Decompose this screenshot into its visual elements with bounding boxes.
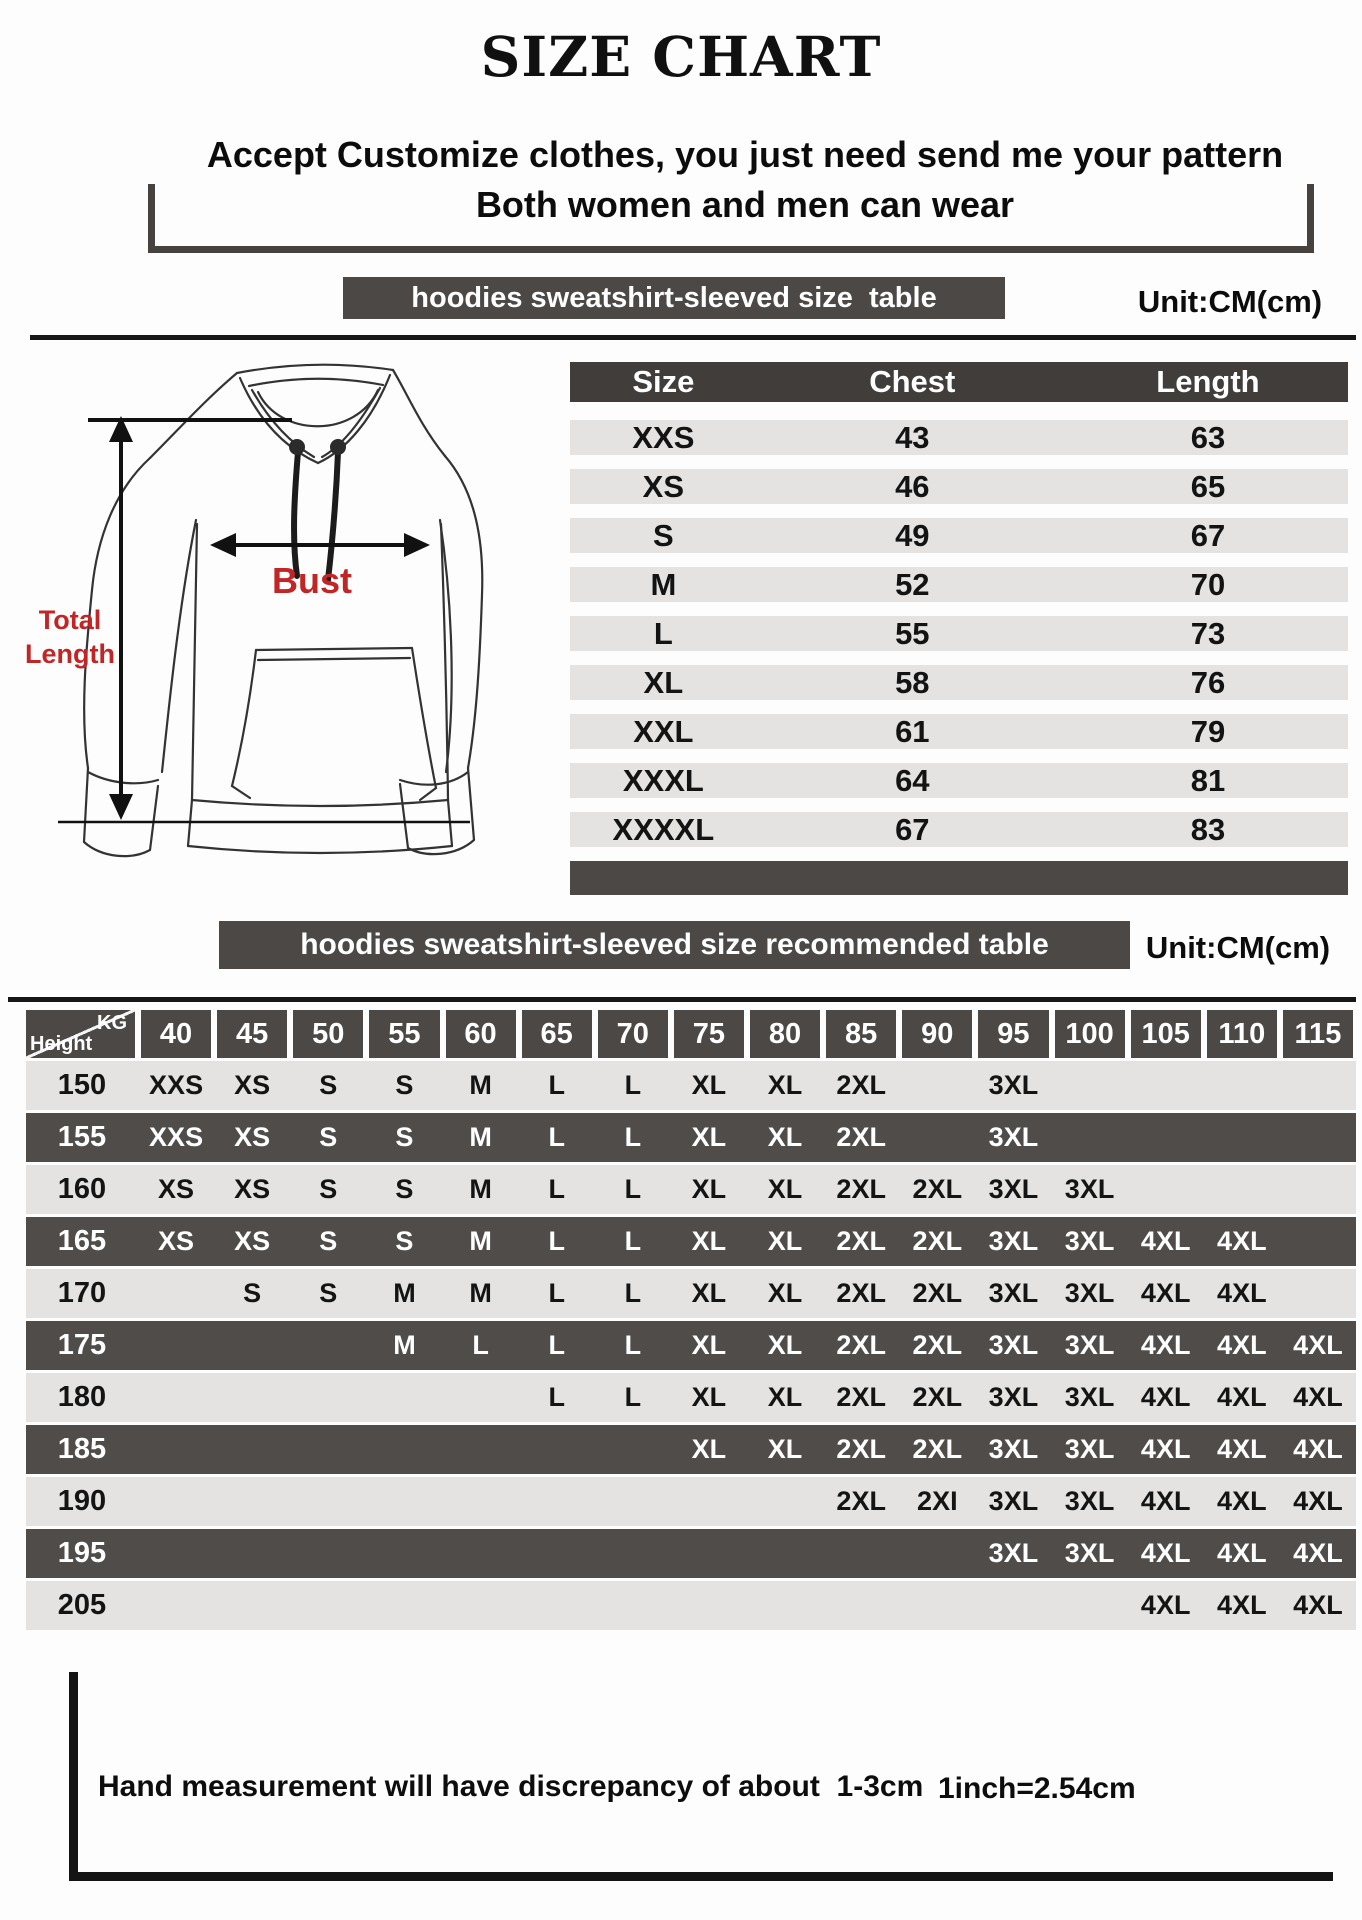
matrix-kg-column-header: 45 (217, 1010, 287, 1058)
matrix-row (26, 1581, 1356, 1630)
matrix-size-cell: 2XL (836, 1174, 886, 1204)
matrix-size-cell: 2XL (836, 1486, 886, 1516)
matrix-row (26, 1321, 1356, 1370)
matrix-kg-column-header: 85 (826, 1010, 896, 1058)
divider-line-middle (8, 997, 1356, 1002)
matrix-size-cell: XXS (149, 1122, 204, 1152)
size-table-row (570, 763, 1348, 798)
matrix-size-cell: XL (691, 1070, 727, 1100)
matrix-size-cell: 3XL (1064, 1226, 1115, 1256)
matrix-size-cell: XL (767, 1122, 803, 1152)
matrix-size-cell: M (469, 1174, 492, 1204)
matrix-height-label: 165 (57, 1225, 107, 1257)
matrix-height-label: 195 (57, 1537, 107, 1569)
footer-box-left-border (69, 1672, 78, 1881)
matrix-kg-column-header: 100 (1055, 1010, 1125, 1058)
matrix-size-cell: XL (691, 1278, 727, 1308)
matrix-size-cell (823, 1581, 899, 1630)
size-table-row (570, 812, 1348, 847)
matrix-size-cell: 4XL (1293, 1434, 1343, 1464)
matrix-height-label: 160 (57, 1173, 107, 1205)
matrix-size-cell (138, 1529, 214, 1578)
page-title: SIZE CHART (480, 24, 882, 89)
matrix-kg-column-header: 80 (750, 1010, 820, 1058)
size-table-column-header: Size (632, 364, 695, 399)
matrix-size-cell (1052, 1061, 1128, 1110)
matrix-size-cell: XS (158, 1226, 195, 1256)
matrix-size-cell: 4XL (1293, 1538, 1343, 1568)
matrix-size-cell (290, 1529, 366, 1578)
matrix-size-cell (138, 1373, 214, 1422)
matrix-height-label: 180 (57, 1381, 107, 1413)
matrix-size-cell (899, 1529, 975, 1578)
matrix-size-cell (975, 1581, 1051, 1630)
matrix-size-cell: 2XL (912, 1382, 963, 1412)
matrix-size-cell: XL (767, 1278, 803, 1308)
matrix-height-label: 175 (57, 1329, 107, 1361)
matrix-size-cell: S (243, 1278, 262, 1308)
size-table-cell: M (650, 567, 677, 602)
size-table-row (570, 420, 1348, 455)
size-table-cell: 46 (895, 469, 930, 504)
matrix-size-cell (595, 1477, 671, 1526)
matrix-kg-column-header: 115 (1283, 1010, 1353, 1058)
size-table-cell: S (653, 518, 674, 553)
size-table-cell: 61 (895, 714, 930, 749)
total-length-label: Total Length (25, 605, 115, 669)
matrix-size-cell: XL (691, 1330, 727, 1360)
size-table-cell: XXXL (622, 763, 704, 798)
size-table-cell: 49 (895, 518, 930, 553)
matrix-row (26, 1061, 1356, 1110)
matrix-kg-column-header: 95 (978, 1010, 1048, 1058)
matrix-size-cell: XL (691, 1174, 727, 1204)
size-table-cell: 67 (895, 812, 930, 847)
matrix-size-cell (290, 1425, 366, 1474)
matrix-size-cell: S (319, 1070, 338, 1100)
matrix-size-cell: XL (767, 1330, 803, 1360)
footer-box-bottom-border (69, 1872, 1333, 1881)
matrix-size-cell: 4XL (1140, 1226, 1191, 1256)
matrix-size-cell (519, 1581, 595, 1630)
matrix-height-label: 190 (57, 1485, 107, 1517)
matrix-size-cell (1280, 1113, 1356, 1162)
matrix-size-cell: 2XL (836, 1070, 886, 1100)
size-table-cell: 83 (1190, 812, 1226, 847)
matrix-size-cell: L (548, 1278, 565, 1308)
matrix-size-cell: L (624, 1330, 642, 1360)
matrix-size-cell (366, 1581, 442, 1630)
size-table-cell: 81 (1190, 763, 1226, 798)
matrix-size-cell (138, 1269, 214, 1318)
matrix-size-cell: 2XL (836, 1278, 886, 1308)
matrix-size-cell (1128, 1061, 1204, 1110)
inch-conversion-note: 1inch=2.54cm (938, 1772, 1136, 1805)
matrix-size-cell (595, 1425, 671, 1474)
matrix-size-cell: S (319, 1226, 338, 1256)
intro-line-2: Both women and men can wear (475, 184, 1015, 225)
matrix-size-cell (214, 1529, 290, 1578)
matrix-size-cell: 3XL (1064, 1434, 1115, 1464)
matrix-size-cell (595, 1581, 671, 1630)
matrix-size-cell (671, 1477, 747, 1526)
matrix-size-cell (443, 1373, 519, 1422)
matrix-size-cell (823, 1529, 899, 1578)
matrix-kg-column-header: 105 (1131, 1010, 1201, 1058)
size-table-column-header: Length (1156, 364, 1260, 399)
matrix-size-cell (519, 1529, 595, 1578)
matrix-size-cell: 3XL (988, 1226, 1039, 1256)
matrix-size-cell: 4XL (1140, 1382, 1191, 1412)
corner-height-label: Height (30, 1033, 93, 1055)
matrix-size-cell: 3XL (1064, 1382, 1115, 1412)
matrix-size-cell: M (469, 1226, 492, 1256)
matrix-size-cell: 2XL (836, 1382, 886, 1412)
matrix-kg-column-header: 55 (369, 1010, 439, 1058)
matrix-size-cell: XL (767, 1174, 803, 1204)
matrix-size-cell: XL (691, 1122, 727, 1152)
matrix-size-cell: 4XL (1217, 1382, 1267, 1412)
matrix-row (26, 1477, 1356, 1526)
matrix-size-cell: XL (691, 1434, 727, 1464)
matrix-size-cell: 3XL (988, 1382, 1039, 1412)
size-table-row (570, 567, 1348, 602)
size-table-header-bar: hoodies sweatshirt-sleeved size table (343, 277, 1005, 319)
matrix-size-cell: 4XL (1217, 1590, 1267, 1620)
matrix-size-cell: 2XL (912, 1278, 963, 1308)
matrix-body (26, 1061, 1356, 1630)
matrix-size-cell (214, 1373, 290, 1422)
matrix-size-cell (366, 1477, 442, 1526)
matrix-size-cell: 4XL (1217, 1486, 1267, 1516)
measurement-discrepancy-note: Hand measurement will have discrepancy of about 1-3cm (98, 1770, 924, 1803)
matrix-height-label: 185 (57, 1433, 107, 1465)
matrix-size-cell (138, 1425, 214, 1474)
matrix-size-cell: XXS (149, 1070, 204, 1100)
matrix-corner-cell (26, 1010, 135, 1058)
matrix-kg-column-header: 110 (1207, 1010, 1277, 1058)
size-table-cell: L (653, 616, 673, 651)
matrix-size-cell: L (548, 1122, 565, 1152)
matrix-size-cell: 2XL (836, 1330, 886, 1360)
size-table-cell: XXL (633, 714, 694, 749)
matrix-size-cell: 4XL (1140, 1278, 1191, 1308)
matrix-size-cell: 4XL (1293, 1382, 1343, 1412)
hoodie-illustration (84, 365, 482, 856)
matrix-kg-column-header: 40 (141, 1010, 211, 1058)
matrix-size-cell (1280, 1269, 1356, 1318)
matrix-size-cell (1052, 1113, 1128, 1162)
matrix-size-cell: M (469, 1070, 492, 1100)
matrix-size-cell (443, 1581, 519, 1630)
matrix-size-cell: L (624, 1382, 642, 1412)
matrix-size-cell: S (395, 1122, 414, 1152)
matrix-size-cell (747, 1477, 823, 1526)
matrix-size-cell: XS (234, 1122, 271, 1152)
size-table-cell: XXS (632, 420, 695, 455)
matrix-size-cell (1052, 1581, 1128, 1630)
matrix-size-cell (290, 1581, 366, 1630)
matrix-size-cell (290, 1373, 366, 1422)
matrix-size-cell (214, 1321, 290, 1370)
matrix-row (26, 1425, 1356, 1474)
matrix-size-cell: L (624, 1278, 642, 1308)
matrix-size-cell: M (469, 1278, 492, 1308)
matrix-size-cell: 4XL (1293, 1590, 1343, 1620)
matrix-size-cell (519, 1425, 595, 1474)
matrix-size-cell: 4XL (1293, 1486, 1343, 1516)
size-table-bottom-strip (570, 861, 1348, 895)
corner-kg-label: KG (97, 1012, 127, 1034)
matrix-size-cell: 4XL (1293, 1330, 1343, 1360)
size-table-cell: 67 (1190, 518, 1226, 553)
size-table-cell: 55 (895, 616, 930, 651)
matrix-size-cell: 2XI (917, 1486, 958, 1516)
matrix-size-cell: L (548, 1070, 565, 1100)
matrix-size-cell (1280, 1061, 1356, 1110)
matrix-size-cell (138, 1581, 214, 1630)
matrix-size-cell: XL (767, 1382, 803, 1412)
matrix-row (26, 1529, 1356, 1578)
matrix-size-cell: XL (767, 1070, 803, 1100)
matrix-size-cell: 4XL (1140, 1538, 1191, 1568)
matrix-size-cell: M (469, 1122, 492, 1152)
size-table-cell: 79 (1190, 714, 1226, 749)
matrix-size-cell: S (395, 1070, 414, 1100)
matrix-size-cell (214, 1425, 290, 1474)
matrix-size-cell: L (624, 1174, 642, 1204)
matrix-size-cell (1280, 1165, 1356, 1214)
matrix-size-cell: 2XL (836, 1226, 886, 1256)
matrix-size-cell: L (548, 1382, 565, 1412)
recommended-table-header-bar: hoodies sweatshirt-sleeved size recommended table (219, 921, 1130, 969)
size-table-body (570, 420, 1348, 847)
matrix-size-cell: L (548, 1226, 565, 1256)
recommended-table-unit-label: Unit:CM(cm) (1145, 930, 1331, 965)
matrix-size-cell: XS (234, 1070, 271, 1100)
matrix-row (26, 1217, 1356, 1266)
size-table-cell: 52 (895, 567, 930, 602)
matrix-size-cell: 3XL (988, 1174, 1039, 1204)
matrix-size-cell: S (319, 1122, 338, 1152)
matrix-row (26, 1269, 1356, 1318)
matrix-size-cell: 3XL (1064, 1174, 1115, 1204)
size-table-unit-label: Unit:CM(cm) (1137, 284, 1323, 319)
matrix-size-cell (1204, 1113, 1280, 1162)
size-table-cell: 70 (1190, 567, 1226, 602)
matrix-size-cell (671, 1581, 747, 1630)
matrix-size-cell (290, 1321, 366, 1370)
matrix-size-cell: L (624, 1070, 642, 1100)
matrix-size-cell: 4XL (1140, 1330, 1191, 1360)
matrix-size-cell (899, 1113, 975, 1162)
matrix-size-cell: 3XL (988, 1434, 1039, 1464)
matrix-kg-column-header: 75 (674, 1010, 744, 1058)
matrix-size-cell: 2XL (912, 1174, 963, 1204)
size-table-cell: XL (643, 665, 684, 700)
matrix-size-cell (1280, 1217, 1356, 1266)
size-table (570, 362, 1348, 895)
matrix-size-cell: 3XL (988, 1070, 1039, 1100)
matrix-size-cell: L (624, 1226, 642, 1256)
matrix-size-cell: XL (767, 1226, 803, 1256)
matrix-size-cell: S (319, 1278, 338, 1308)
matrix-size-cell: S (395, 1174, 414, 1204)
matrix-size-cell (443, 1477, 519, 1526)
matrix-size-cell: M (393, 1278, 416, 1308)
matrix-size-cell: 3XL (988, 1330, 1039, 1360)
matrix-size-cell (671, 1529, 747, 1578)
matrix-size-cell (138, 1477, 214, 1526)
matrix-size-cell: 4XL (1140, 1434, 1191, 1464)
matrix-row (26, 1113, 1356, 1162)
matrix-size-cell: L (548, 1174, 565, 1204)
matrix-size-cell: XL (691, 1382, 727, 1412)
matrix-size-cell (519, 1477, 595, 1526)
matrix-size-cell (214, 1581, 290, 1630)
divider-line-top (30, 335, 1356, 340)
size-table-cell: 64 (895, 763, 930, 798)
matrix-size-cell: 2XL (912, 1330, 963, 1360)
size-table-row (570, 665, 1348, 700)
matrix-size-cell: 3XL (988, 1278, 1039, 1308)
matrix-size-cell: XL (767, 1434, 803, 1464)
matrix-size-cell (138, 1321, 214, 1370)
matrix-size-cell: 4XL (1217, 1330, 1267, 1360)
matrix-size-cell (1204, 1061, 1280, 1110)
matrix-kg-column-header: 50 (293, 1010, 363, 1058)
size-table-cell: 65 (1190, 469, 1226, 504)
size-table-row (570, 518, 1348, 553)
matrix-size-cell (366, 1373, 442, 1422)
matrix-size-cell (747, 1581, 823, 1630)
size-table-row (570, 616, 1348, 651)
size-table-cell: 63 (1190, 420, 1226, 455)
matrix-size-cell (1128, 1113, 1204, 1162)
matrix-size-cell: 3XL (988, 1122, 1039, 1152)
matrix-height-label: 170 (57, 1277, 107, 1309)
matrix-size-cell: L (472, 1330, 489, 1360)
matrix-size-cell (290, 1477, 366, 1526)
matrix-row (26, 1165, 1356, 1214)
matrix-row (26, 1373, 1356, 1422)
size-table-cell: 73 (1190, 616, 1226, 651)
matrix-size-cell: 3XL (988, 1486, 1039, 1516)
matrix-height-label: 155 (57, 1121, 107, 1153)
matrix-size-cell: 2XL (836, 1122, 886, 1152)
matrix-size-cell: 4XL (1217, 1434, 1267, 1464)
size-table-cell: 58 (895, 665, 930, 700)
matrix-size-cell (1128, 1165, 1204, 1214)
matrix-size-cell: 4XL (1217, 1538, 1267, 1568)
size-table-column-header: Chest (869, 364, 956, 399)
matrix-size-cell: M (393, 1330, 416, 1360)
matrix-size-cell: XS (158, 1174, 195, 1204)
matrix-size-cell: 2XL (912, 1226, 963, 1256)
matrix-size-cell: 3XL (1064, 1538, 1115, 1568)
matrix-size-cell: 4XL (1217, 1226, 1267, 1256)
matrix-kg-column-header: 70 (598, 1010, 668, 1058)
matrix-size-cell (366, 1529, 442, 1578)
matrix-size-cell: 3XL (1064, 1486, 1115, 1516)
matrix-size-cell: 3XL (1064, 1330, 1115, 1360)
matrix-header-row (26, 1010, 1356, 1058)
matrix-size-cell (1204, 1165, 1280, 1214)
size-table-header-row (570, 362, 1348, 402)
recommended-size-matrix (26, 1010, 1356, 1633)
matrix-size-cell (443, 1425, 519, 1474)
matrix-height-label: 205 (57, 1589, 107, 1621)
matrix-size-cell: XS (234, 1174, 271, 1204)
matrix-size-cell: 4XL (1140, 1590, 1191, 1620)
size-table-row (570, 469, 1348, 504)
matrix-kg-column-header: 90 (902, 1010, 972, 1058)
matrix-size-cell: S (395, 1226, 414, 1256)
size-table-cell: 76 (1190, 665, 1226, 700)
matrix-size-cell (366, 1425, 442, 1474)
matrix-size-cell: 3XL (988, 1538, 1039, 1568)
matrix-size-cell (747, 1529, 823, 1578)
matrix-size-cell: 3XL (1064, 1278, 1115, 1308)
matrix-size-cell: S (319, 1174, 338, 1204)
intro-line-1: Accept Customize clothes, you just need send me your pattern (206, 134, 1284, 175)
matrix-size-cell: L (624, 1122, 642, 1152)
size-table-row (570, 714, 1348, 749)
matrix-size-cell: XL (691, 1226, 727, 1256)
matrix-size-cell: L (548, 1330, 565, 1360)
size-table-cell: XS (642, 469, 685, 504)
matrix-size-cell (899, 1581, 975, 1630)
matrix-size-cell: 4XL (1140, 1486, 1191, 1516)
matrix-kg-column-header: 60 (446, 1010, 516, 1058)
bust-arrow (210, 533, 430, 557)
bust-label: Bust (272, 560, 352, 601)
matrix-size-cell (899, 1061, 975, 1110)
matrix-size-cell (443, 1529, 519, 1578)
matrix-size-cell: 2XL (912, 1434, 963, 1464)
matrix-kg-column-header: 65 (522, 1010, 592, 1058)
size-table-cell: 43 (895, 420, 930, 455)
matrix-height-label: 150 (57, 1069, 107, 1101)
matrix-size-cell: 2XL (836, 1434, 886, 1464)
matrix-size-cell: XS (234, 1226, 271, 1256)
matrix-size-cell (595, 1529, 671, 1578)
matrix-size-cell: 4XL (1217, 1278, 1267, 1308)
size-table-cell: XXXXL (612, 812, 715, 847)
matrix-size-cell (214, 1477, 290, 1526)
